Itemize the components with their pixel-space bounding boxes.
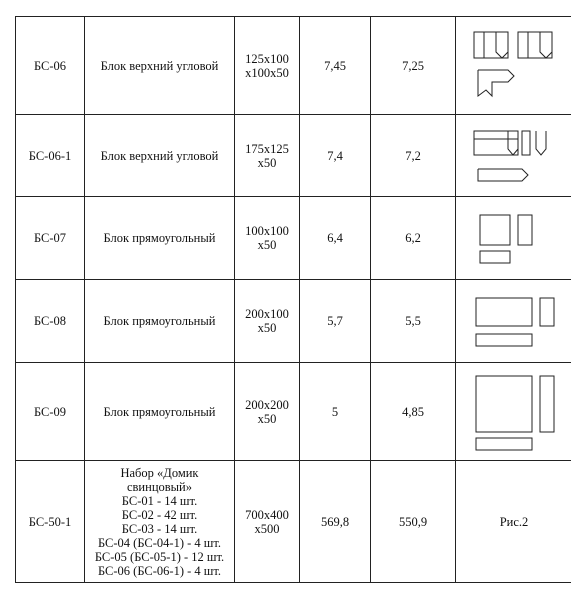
size-line: 100x100 [245,224,289,238]
product-size [235,17,300,115]
size-line: x50 [257,155,277,170]
weight-value-2: 4,85 [371,363,456,461]
product-code: БС-50-1 [16,461,85,583]
weight-value-1: 5 [300,363,371,461]
product-size [235,115,300,197]
size-line: x50 [257,411,277,426]
top-corner-block-sketch-b [464,123,564,189]
product-code: БС-06 [16,17,85,115]
product-code: БС-07 [16,197,85,280]
set-line: Набор «Домик [120,465,199,480]
size-line: 175x125 [245,141,289,156]
rectangular-block-sketch-small [464,205,564,271]
set-line: БС-02 - 42 шт. [121,507,198,522]
weight-value-2: 550,9 [371,461,456,583]
weight-value-1: 7,45 [300,17,371,115]
drawing-cell [456,280,571,363]
product-name: Блок прямоугольный [85,363,235,461]
set-line: БС-01 - 14 шт. [121,493,198,508]
size-line: x50 [257,321,277,335]
weight-value-2: 7,25 [371,17,456,115]
drawing-cell [456,197,571,280]
weight-value-1: 5,7 [300,280,371,363]
product-code: БС-06-1 [16,115,85,197]
table-row [16,197,571,280]
product-size [235,280,300,363]
size-line: 200x200 [245,397,289,412]
product-name: Блок прямоугольный [85,197,235,280]
size-line: x100x50 [245,65,289,80]
weight-value-2: 6,2 [371,197,456,280]
drawing-cell [456,363,571,461]
weight-value-1: 569,8 [300,461,371,583]
top-corner-block-sketch-a [464,26,564,106]
size-line: 700x400 [245,507,289,522]
set-composition [85,461,235,583]
product-size [235,461,300,583]
table-row [16,280,571,363]
set-line: БС-05 (БС-05-1) - 12 шт. [94,549,225,564]
product-size [235,197,300,280]
product-name: Блок верхний угловой [85,17,235,115]
weight-value-1: 6,4 [300,197,371,280]
table-row [16,461,571,583]
weight-value-2: 5,5 [371,280,456,363]
set-line: свинцовый» [126,479,192,494]
product-code: БС-09 [16,363,85,461]
product-code: БС-08 [16,280,85,363]
product-name: Блок прямоугольный [85,280,235,363]
table-row [16,363,571,461]
product-size [235,363,300,461]
size-line: 200x100 [245,307,289,321]
size-line: 125x100 [245,51,289,66]
drawing-reference: Рис.2 [456,461,571,583]
product-name: Блок верхний угловой [85,115,235,197]
set-line: БС-03 - 14 шт. [121,521,198,536]
size-line: x50 [257,238,277,252]
size-line: x500 [254,521,280,536]
weight-value-2: 7,2 [371,115,456,197]
rectangular-block-sketch-square [464,370,564,454]
table-row [16,115,571,197]
table-row [16,17,571,115]
weight-value-1: 7,4 [300,115,371,197]
specification-table [15,16,571,583]
set-line: БС-04 (БС-04-1) - 4 шт. [97,535,222,550]
set-line: БС-06 (БС-06-1) - 4 шт. [97,563,222,578]
drawing-cell [456,17,571,115]
drawing-cell [456,115,571,197]
rectangular-block-sketch-wide [464,288,564,354]
